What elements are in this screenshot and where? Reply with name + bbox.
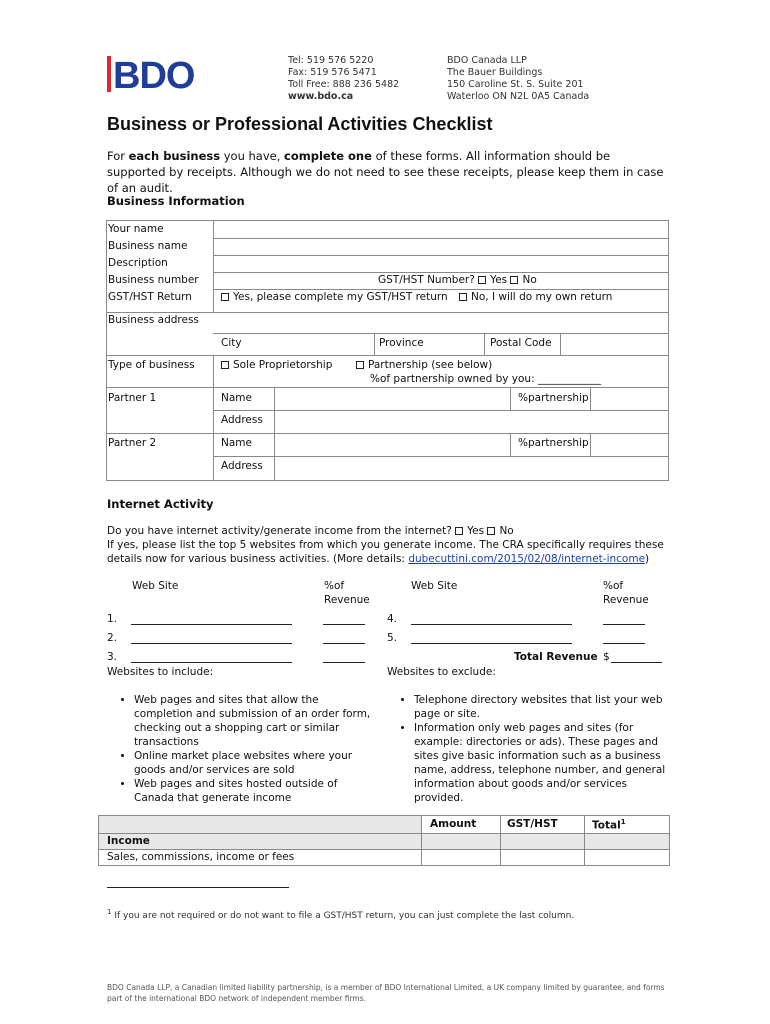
site-4-pct-field[interactable] xyxy=(603,624,645,625)
legal-footer: BDO Canada LLP, a Canadian limited liability partnership, is a member of BDO International Limited, a UK company limited by guarantee, and forms part of the international BDO network of independent member firms. xyxy=(107,983,665,1003)
site-3-pct-field[interactable] xyxy=(323,662,365,663)
gst-number-no-checkbox[interactable] xyxy=(510,276,518,284)
site-num-2: 2. xyxy=(107,632,118,644)
site-5-field[interactable] xyxy=(411,643,572,644)
sole-prop-checkbox[interactable] xyxy=(221,361,229,369)
sales-gst-field[interactable] xyxy=(501,850,584,865)
web-site-header-left: Web Site xyxy=(132,580,179,592)
site-3-field[interactable] xyxy=(131,662,292,663)
label-postal-code: Postal Code xyxy=(490,337,552,349)
label-business-number: Business number xyxy=(108,274,199,286)
business-name-field[interactable] xyxy=(214,239,669,255)
street-line: 150 Caroline St. S. Suite 201 xyxy=(447,79,584,90)
internet-instructions: If yes, please list the top 5 websites from which you generate income. The CRA specifically requires these details now for various business activities. (More details: dubecuttini.com/2015/02/08/internet-income) xyxy=(107,539,664,565)
exclude-list xyxy=(388,693,668,805)
label-type-of-business: Type of business xyxy=(108,359,195,371)
revenue-header-left: Revenue xyxy=(324,594,370,606)
intro-text: For each business you have, complete one of these forms. All information should be supported by receipts. Although we do not need to see these receipts, please keep them in case of an audit. xyxy=(107,149,664,195)
label-business-name: Business name xyxy=(108,240,188,252)
label-your-name: Your name xyxy=(108,223,164,235)
pct-header-right: %of xyxy=(603,580,624,592)
partner1-address-label: Address xyxy=(221,414,263,426)
internet-yes-checkbox[interactable] xyxy=(455,527,463,535)
internet-activity-heading: Internet Activity xyxy=(107,497,214,511)
your-name-field[interactable] xyxy=(214,221,669,238)
websites-exclude-label: Websites to exclude: xyxy=(387,666,496,678)
description-field[interactable] xyxy=(214,256,669,272)
gst-hst-header: GST/HST xyxy=(507,818,558,830)
site-2-field[interactable] xyxy=(131,643,292,644)
pct-header-left: %of xyxy=(324,580,345,592)
site-4-field[interactable] xyxy=(411,624,572,625)
fax-line: Fax: 519 576 5471 xyxy=(288,67,377,78)
include-list xyxy=(108,693,378,805)
partner1-name-label: Name xyxy=(221,392,252,404)
contact-phone-block xyxy=(288,55,399,103)
include-item: • Web pages and sites that allow the completion and submission of an order form, checking out a shopping cart or similar transactions xyxy=(134,693,378,749)
details-link[interactable]: dubecuttini.com/2015/02/08/internet-income xyxy=(408,553,646,565)
label-province: Province xyxy=(379,337,424,349)
sales-label: Sales, commissions, income or fees xyxy=(107,851,295,863)
income-label: Income xyxy=(107,835,150,847)
site-num-1: 1. xyxy=(107,613,118,625)
exclude-item: • Telephone directory websites that list your web page or site. xyxy=(414,693,668,721)
total-revenue-dollar: $ xyxy=(603,651,610,663)
total-revenue-field[interactable] xyxy=(611,662,662,663)
partnership-checkbox[interactable] xyxy=(356,361,364,369)
partner2-address-label: Address xyxy=(221,460,263,472)
web-site-header-right: Web Site xyxy=(411,580,458,592)
label-city: City xyxy=(221,337,242,349)
contact-address-block xyxy=(447,55,589,103)
gst-return-yes-checkbox[interactable] xyxy=(221,293,229,301)
site-2-pct-field[interactable] xyxy=(323,643,365,644)
gst-return-no-option[interactable]: No, I will do my own return xyxy=(459,291,612,303)
gst-return-no-checkbox[interactable] xyxy=(459,293,467,301)
page-title: Business or Professional Activities Checklist xyxy=(107,114,493,134)
include-item: • Web pages and sites hosted outside of Canada that generate income xyxy=(134,777,378,805)
revenue-header-right: Revenue xyxy=(603,594,649,606)
partnership-option[interactable]: Partnership (see below) xyxy=(356,359,492,371)
label-partner-2: Partner 2 xyxy=(108,437,157,449)
business-number-field[interactable] xyxy=(214,273,374,289)
footnote-divider xyxy=(107,887,289,888)
websites-include-label: Websites to include: xyxy=(107,666,214,678)
sole-prop-option[interactable]: Sole Proprietorship xyxy=(221,359,332,371)
include-item: • Online market place websites where your goods and/or services are sold xyxy=(134,749,378,777)
partner1-pct-label: %partnership xyxy=(518,392,589,404)
website-line: www.bdo.ca xyxy=(288,91,354,102)
exclude-item: • Information only web pages and sites (for example: directories or ads). These pages and sites give basic information such as a business name, address, telephone number, and general information about goods and/or services provided. xyxy=(414,721,668,805)
gst-number-yes-checkbox[interactable] xyxy=(478,276,486,284)
label-gst-return: GST/HST Return xyxy=(108,291,192,303)
tel-line: Tel: 519 576 5220 xyxy=(288,55,374,66)
bdo-logo xyxy=(107,54,207,94)
business-address-field[interactable] xyxy=(214,313,669,333)
sales-total-field[interactable] xyxy=(585,850,669,865)
company-line: BDO Canada LLP xyxy=(447,55,527,66)
footnote: $^1$ If you are not required or do not want to file a GST/HST return, you can just complete the last column. xyxy=(107,908,575,921)
gst-return-yes-option[interactable]: Yes, please complete my GST/HST return xyxy=(221,291,448,303)
site-5-pct-field[interactable] xyxy=(603,643,645,644)
building-line: The Bauer Buildings xyxy=(447,67,543,78)
partner2-name-label: Name xyxy=(221,437,252,449)
business-info-heading: Business Information xyxy=(107,194,245,208)
amount-header: Amount xyxy=(430,818,477,830)
total-revenue-label: Total Revenue xyxy=(514,651,598,663)
city-line: Waterloo ON N2L 0A5 Canada xyxy=(447,91,590,102)
svg-text:BDO: BDO xyxy=(113,55,195,94)
internet-no-checkbox[interactable] xyxy=(487,527,495,535)
site-num-3: 3. xyxy=(107,651,118,663)
site-num-5: 5. xyxy=(387,632,398,644)
internet-question: Do you have internet activity/generate income from the internet? Yes No xyxy=(107,525,514,537)
label-partner-1: Partner 1 xyxy=(108,392,157,404)
site-1-pct-field[interactable] xyxy=(323,624,365,625)
site-1-field[interactable] xyxy=(131,624,292,625)
partner2-pct-label: %partnership xyxy=(518,437,589,449)
tollfree-line: Toll Free: 888 236 5482 xyxy=(288,79,400,90)
label-business-address: Business address xyxy=(108,314,199,326)
gst-number-question: GST/HST Number? Yes No xyxy=(378,274,537,286)
label-description: Description xyxy=(108,257,168,269)
partnership-pct-line: %of partnership owned by you: ____________ xyxy=(370,373,601,385)
total-header: Total$^1$ xyxy=(592,818,626,832)
sales-amount-field[interactable] xyxy=(422,850,500,865)
site-num-4: 4. xyxy=(387,613,398,625)
